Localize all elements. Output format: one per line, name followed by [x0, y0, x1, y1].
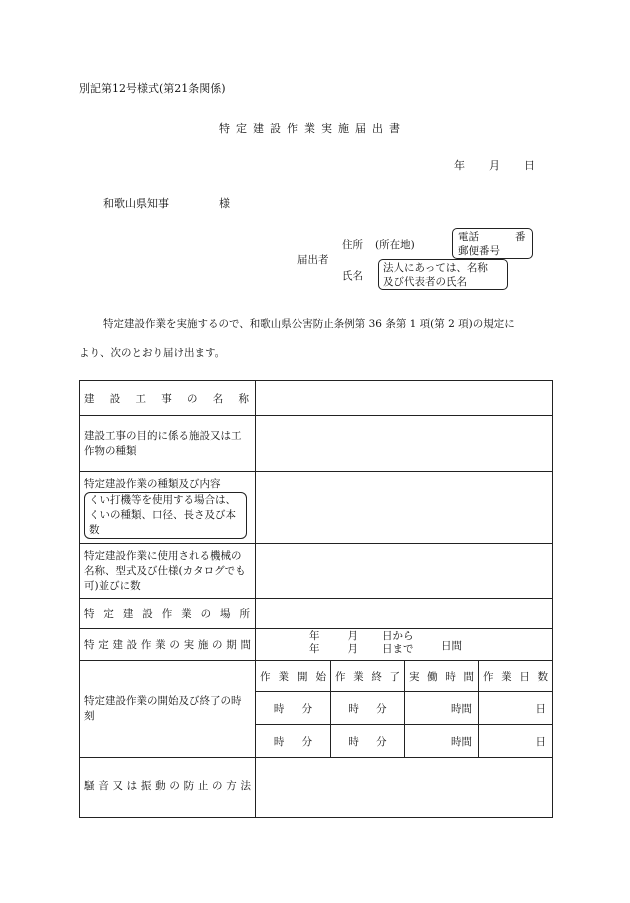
period-from-month: 月 [347, 630, 358, 642]
cell-work-type-label [80, 472, 256, 544]
address-sub-label: (所在地) [375, 239, 415, 251]
label-machinery: 特定建設作業に使用される機械の名称、型式及び仕様(カタログでも可)並びに数 [80, 544, 256, 599]
statement-line2: より、次のとおり届け出ます。 [79, 347, 226, 359]
row-machinery [80, 544, 553, 599]
date-month-label: 月 [489, 159, 500, 172]
period-to-suffix: 日まで [382, 643, 414, 655]
field-start-time-2[interactable]: 時 分 [256, 725, 331, 758]
page-title: 特定建設作業実施届出書 [219, 122, 406, 135]
period-lines [309, 630, 414, 656]
name-note-line1: 法人にあっては、名称 [383, 262, 488, 274]
field-start-time-1[interactable]: 時 分 [256, 692, 331, 725]
header-work-end: 作業終了 [331, 661, 405, 692]
field-work-days-1[interactable]: 日 [479, 692, 553, 725]
period-from-suffix: 日から [382, 630, 414, 642]
label-work-type-note: くい打機等を使用する場合は、くいの種類、口径、長さ及び本数 [84, 492, 247, 539]
header-actual-hours: 実働時間 [405, 661, 479, 692]
row-prevention [80, 758, 553, 818]
form-number: 別記第12号様式(第21条関係) [79, 82, 226, 95]
label-construction-name: 建設工事の名称 [80, 381, 256, 416]
field-period[interactable] [256, 629, 553, 661]
label-facility-type: 建設工事の目的に係る施設又は工作物の種類 [80, 416, 256, 472]
postal-label: 郵便番号 [458, 245, 500, 257]
field-location[interactable] [256, 599, 553, 629]
field-end-time-1[interactable]: 時 分 [331, 692, 405, 725]
row-time-headers [80, 661, 553, 692]
period-to-month: 月 [347, 643, 358, 655]
field-work-type[interactable] [256, 472, 553, 544]
field-actual-hours-1[interactable]: 時間 [405, 692, 479, 725]
label-prevention: 騒音又は振動の防止の方法 [80, 758, 256, 818]
phone-label: 電話 [458, 231, 479, 243]
label-period: 特定建設作業の実施の期間 [80, 629, 256, 661]
field-facility-type[interactable] [256, 416, 553, 472]
row-location [80, 599, 553, 629]
field-machinery[interactable] [256, 544, 553, 599]
name-label: 氏名 [342, 270, 363, 282]
period-from-year: 年 [309, 630, 320, 642]
period-to-year: 年 [309, 643, 320, 655]
date-day-label: 日 [524, 159, 535, 172]
addressee: 和歌山県知事 [103, 197, 169, 210]
field-prevention[interactable] [256, 758, 553, 818]
row-work-type [80, 472, 553, 544]
field-work-days-2[interactable]: 日 [479, 725, 553, 758]
address-label: 住所 [342, 239, 363, 251]
row-construction-name [80, 381, 553, 416]
notification-table [79, 380, 553, 818]
label-location: 特定建設作業の場所 [80, 599, 256, 629]
phone-suffix: 番 [515, 231, 526, 243]
label-work-type: 特定建設作業の種類及び内容 [84, 477, 221, 490]
name-note-line2: 及び代表者の氏名 [383, 276, 467, 288]
applicant-label: 届出者 [297, 254, 329, 266]
header-work-start: 作業開始 [256, 661, 331, 692]
field-construction-name[interactable] [256, 381, 553, 416]
label-work-time: 特定建設作業の開始及び終了の時刻 [80, 661, 256, 758]
row-facility-type [80, 416, 553, 472]
statement-line1: 特定建設作業を実施するので、和歌山県公害防止条例第 36 条第 1 項(第 2 項)の規定に [103, 318, 515, 330]
date-year-label: 年 [454, 159, 465, 172]
row-period [80, 629, 553, 661]
header-work-days: 作業日数 [479, 661, 553, 692]
honorific: 様 [219, 197, 230, 210]
field-actual-hours-2[interactable]: 時間 [405, 725, 479, 758]
period-days-label: 日間 [441, 640, 462, 652]
field-end-time-2[interactable]: 時 分 [331, 725, 405, 758]
